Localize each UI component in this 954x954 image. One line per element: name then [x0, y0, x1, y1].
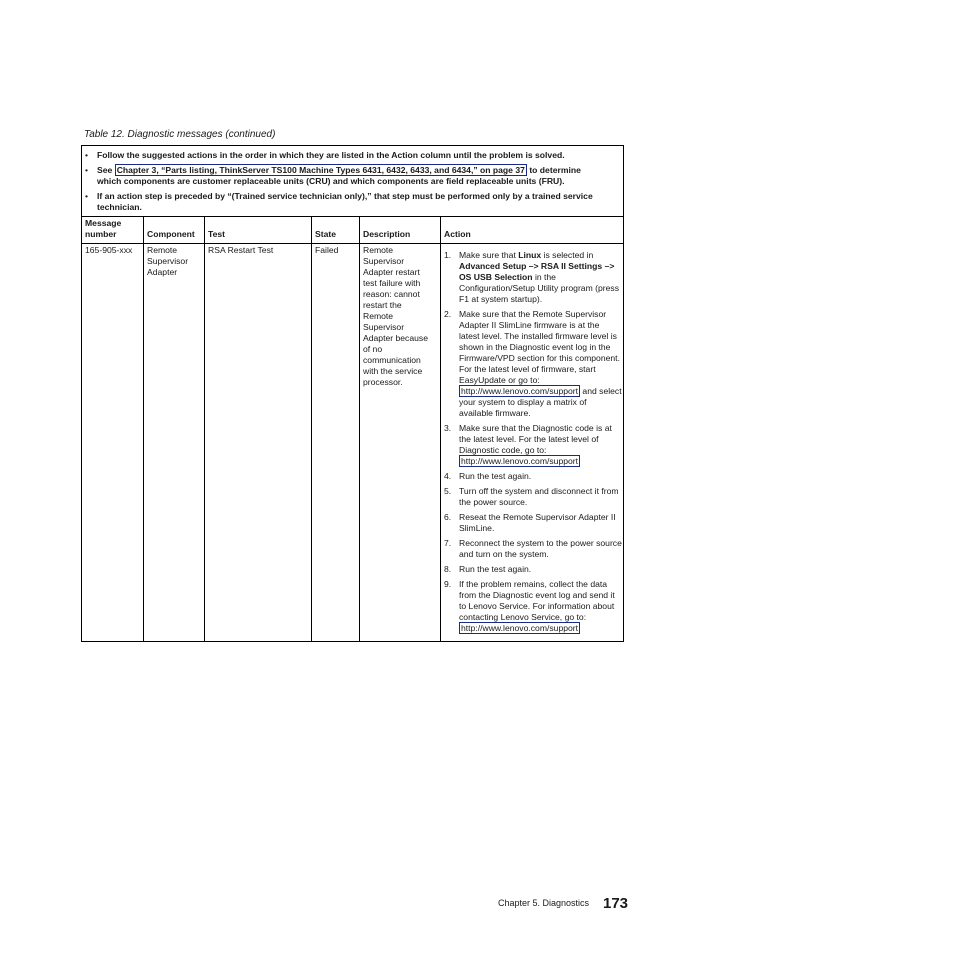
action-step-1: 1. Make sure that Linux is selected in Advanced Setup –> RSA II Settings –> OS USB Selection in the Configuration/Setup Utility program (press F1 at system startup). — [444, 250, 620, 304]
header-test: Test — [208, 229, 226, 239]
cell-component: Remote Supervisor Adapter — [147, 245, 189, 277]
diagnostic-table — [81, 145, 624, 642]
header-divider — [82, 243, 623, 244]
note-1-text: Follow the suggested actions in the order in which they are listed in the Action column until the problem is solved. — [97, 150, 565, 160]
table-caption: Table 12. Diagnostic messages (continued) — [84, 129, 276, 140]
header-message-number: Message number — [85, 218, 122, 239]
header-description: Description — [363, 229, 411, 239]
column-divider — [359, 216, 360, 641]
bullet-icon: • — [85, 191, 89, 201]
action-step-8: 8. Run the test again. — [444, 564, 532, 574]
action-steps — [444, 250, 622, 638]
note-2-text: See Chapter 3, “Parts listing, ThinkServer TS100 Machine Types 6431, 6432, 6433, and 6434,” on page 37 to determine which components are customer replaceable units (CRU) and which components are field replaceable units (FRU). — [97, 165, 581, 186]
action-step-5: 5. Turn off the system and disconnect it from the power source. — [444, 486, 619, 507]
column-divider — [143, 216, 144, 641]
note-3-text: If an action step is preceded by “(Trained service technician only),” that step must be performed only by a trained service technician. — [97, 191, 593, 212]
header-component: Component — [147, 229, 195, 239]
table-notes — [82, 146, 623, 217]
footer-chapter: Chapter 5. Diagnostics — [498, 898, 590, 908]
action-step-7: 7. Reconnect the system to the power source and turn on the system. — [444, 538, 622, 559]
cell-message-number: 165-905-xxx — [85, 245, 133, 255]
column-divider — [440, 216, 441, 641]
header-state: State — [315, 229, 337, 239]
header-action: Action — [444, 229, 471, 239]
chapter-3-link[interactable]: Chapter 3, “Parts listing, ThinkServer TS100 Machine Types 6431, 6432, 6433, and 6434,” on page 37 — [116, 165, 525, 175]
bullet-icon: • — [85, 150, 89, 160]
cell-description: Remote Supervisor Adapter restart test failure with reason: cannot restart the Remote Supervisor Adapter because of no communication with the service processor. — [363, 245, 428, 387]
bullet-icon: • — [85, 165, 89, 175]
lenovo-support-link[interactable]: http://www.lenovo.com/support — [461, 456, 579, 466]
action-step-6: 6. Reseat the Remote Supervisor Adapter II SlimLine. — [444, 512, 616, 533]
lenovo-support-link[interactable]: http://www.lenovo.com/support — [461, 386, 579, 396]
action-step-3: 3. Make sure that the Diagnostic code is at the latest level. For the latest level of Diagnostic code, go to: http://www.lenovo.com/support — [444, 423, 612, 466]
column-divider — [204, 216, 205, 641]
cell-test: RSA Restart Test — [208, 245, 274, 255]
action-step-2: 2. Make sure that the Remote Supervisor Adapter II SlimLine firmware is at the latest level. The installed firmware level is shown in the Diagnostic event log in the Firmware/VPD section for this component. For the latest level of firmware, start EasyUpdate or go to: http://www.lenovo.com/support and select your system to display a matrix of available firmware. — [444, 309, 622, 418]
action-step-4: 4. Run the test again. — [444, 471, 532, 481]
page-number: 173 — [603, 895, 629, 912]
column-divider — [311, 216, 312, 641]
action-step-9: 9. If the problem remains, collect the data from the Diagnostic event log and send it to Lenovo Service. For information about contacting Lenovo Service, go to: http://www.lenovo.com/support — [444, 579, 615, 633]
lenovo-support-link[interactable]: http://www.lenovo.com/support — [461, 623, 579, 633]
cell-state: Failed — [315, 245, 339, 255]
